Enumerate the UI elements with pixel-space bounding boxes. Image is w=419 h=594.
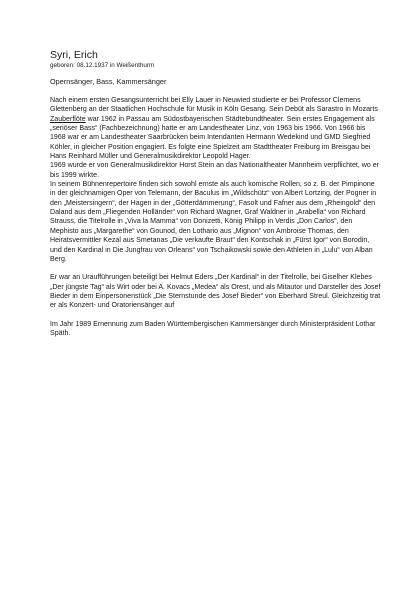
profession: Opernsänger, Bass, Kammersänger bbox=[50, 77, 167, 86]
biography-paragraph: 1969 wurde er von Generalmusikdirektor Horst Stein an das Nationaltheater Mannheim verpflichtet, wo er bis 1999 wirkte. bbox=[50, 162, 380, 179]
honor-paragraph: Im Jahr 1989 Ernennung zum Baden Württembergischen Kammersänger durch Ministerpräsident Lothar Späth. bbox=[50, 320, 376, 337]
paragraph-spacer bbox=[50, 311, 382, 320]
document-content bbox=[50, 49, 382, 338]
biography-paragraph bbox=[50, 96, 382, 161]
repertoire-paragraph: In seinem Bühnenrepertoire finden sich sowohl ernste als auch komische Rollen, so z. B. der Pimpinone in der gleichnamigen Oper von Telemann, der Baculus im „Wildschütz“ von Albert Lortzing, der Pogner in den „Meistersingern“, der Hagen in der „Götterdämmerung“, Fasolt und Fafner aus dem „Rheingold“ den Daland aus dem „Fliegenden Holländer“ von Richard Wagner, Graf Waldner in „Arabella“ von Richard Strauss, die Titelrolle in „Viva la Mamma“ von Donizetti, König Philipp in Verdis „Don Carlos“, den Mephisto aus „Margarethe“ von Gounod, den Lothario aus „Mignon“ von Ambroise Thomas, den Heiratsvermittler Kezal aus Smetanas „Die verkaufte Braut“ den Kontschak in „Fürst Igor“ von Borodin, und den Kardinal in Die Jungfrau von Orleans“ von Tschaikowski sowie den Athleten in „Lulu“ von Alban Berg. bbox=[50, 181, 377, 263]
person-name: Syri, Erich bbox=[50, 49, 98, 61]
birth-info: geboren: 08.12.1937 in Weißenthurm bbox=[50, 62, 155, 69]
zauberfloete-link[interactable]: Zauberflöte bbox=[50, 115, 86, 123]
premieres-paragraph: Er war an Uraufführungen beteiligt bei Helmut Eders „Der Kardinal“ in der Titelrolle, bei Giselher Klebes „Der jüngste Tag“ als Wirt oder bei A. Kovacs „Medea“ als Orest, und als Mitautor und Darsteller des Josef Bieder in dem Einpersonenstück „Die Sternstunde des Josef Bieder“ von Eberhard Streul. Gleichzeitig trat er als Konzert- und Oratoriensänger auf bbox=[50, 274, 381, 310]
paragraph-spacer bbox=[50, 264, 382, 273]
paragraph-text: war 1962 in Passau am Südostbayerischen Städtebundtheater. Sein erstes Engagement als „seriöser Bass“ (Fachbezeichnung) hatte er am Landestheater Linz, von 1963 bis 1966. Von 1966 bis 1968 war er am Landestheater Saarbrücken beim Intendanten Hermann Wedekind und GMD Siegfried Köhler, in gleicher Position engagiert. Es folgte eine Spielzeit am Stadttheater Freiburg im Breisgau bei Hans Reinhard Müller und Generalmusikdirektor Leopold Hager. bbox=[50, 115, 375, 161]
paragraph-text: Nach einem ersten Gesangsunterricht bei Elly Lauer in Neuwied studierte er bei Professor Clemens Glettenberg an der Staatlichen Hochschule für Musik in Köln Gesang. Sein Debüt als Sarastro in Mozarts bbox=[50, 97, 378, 114]
